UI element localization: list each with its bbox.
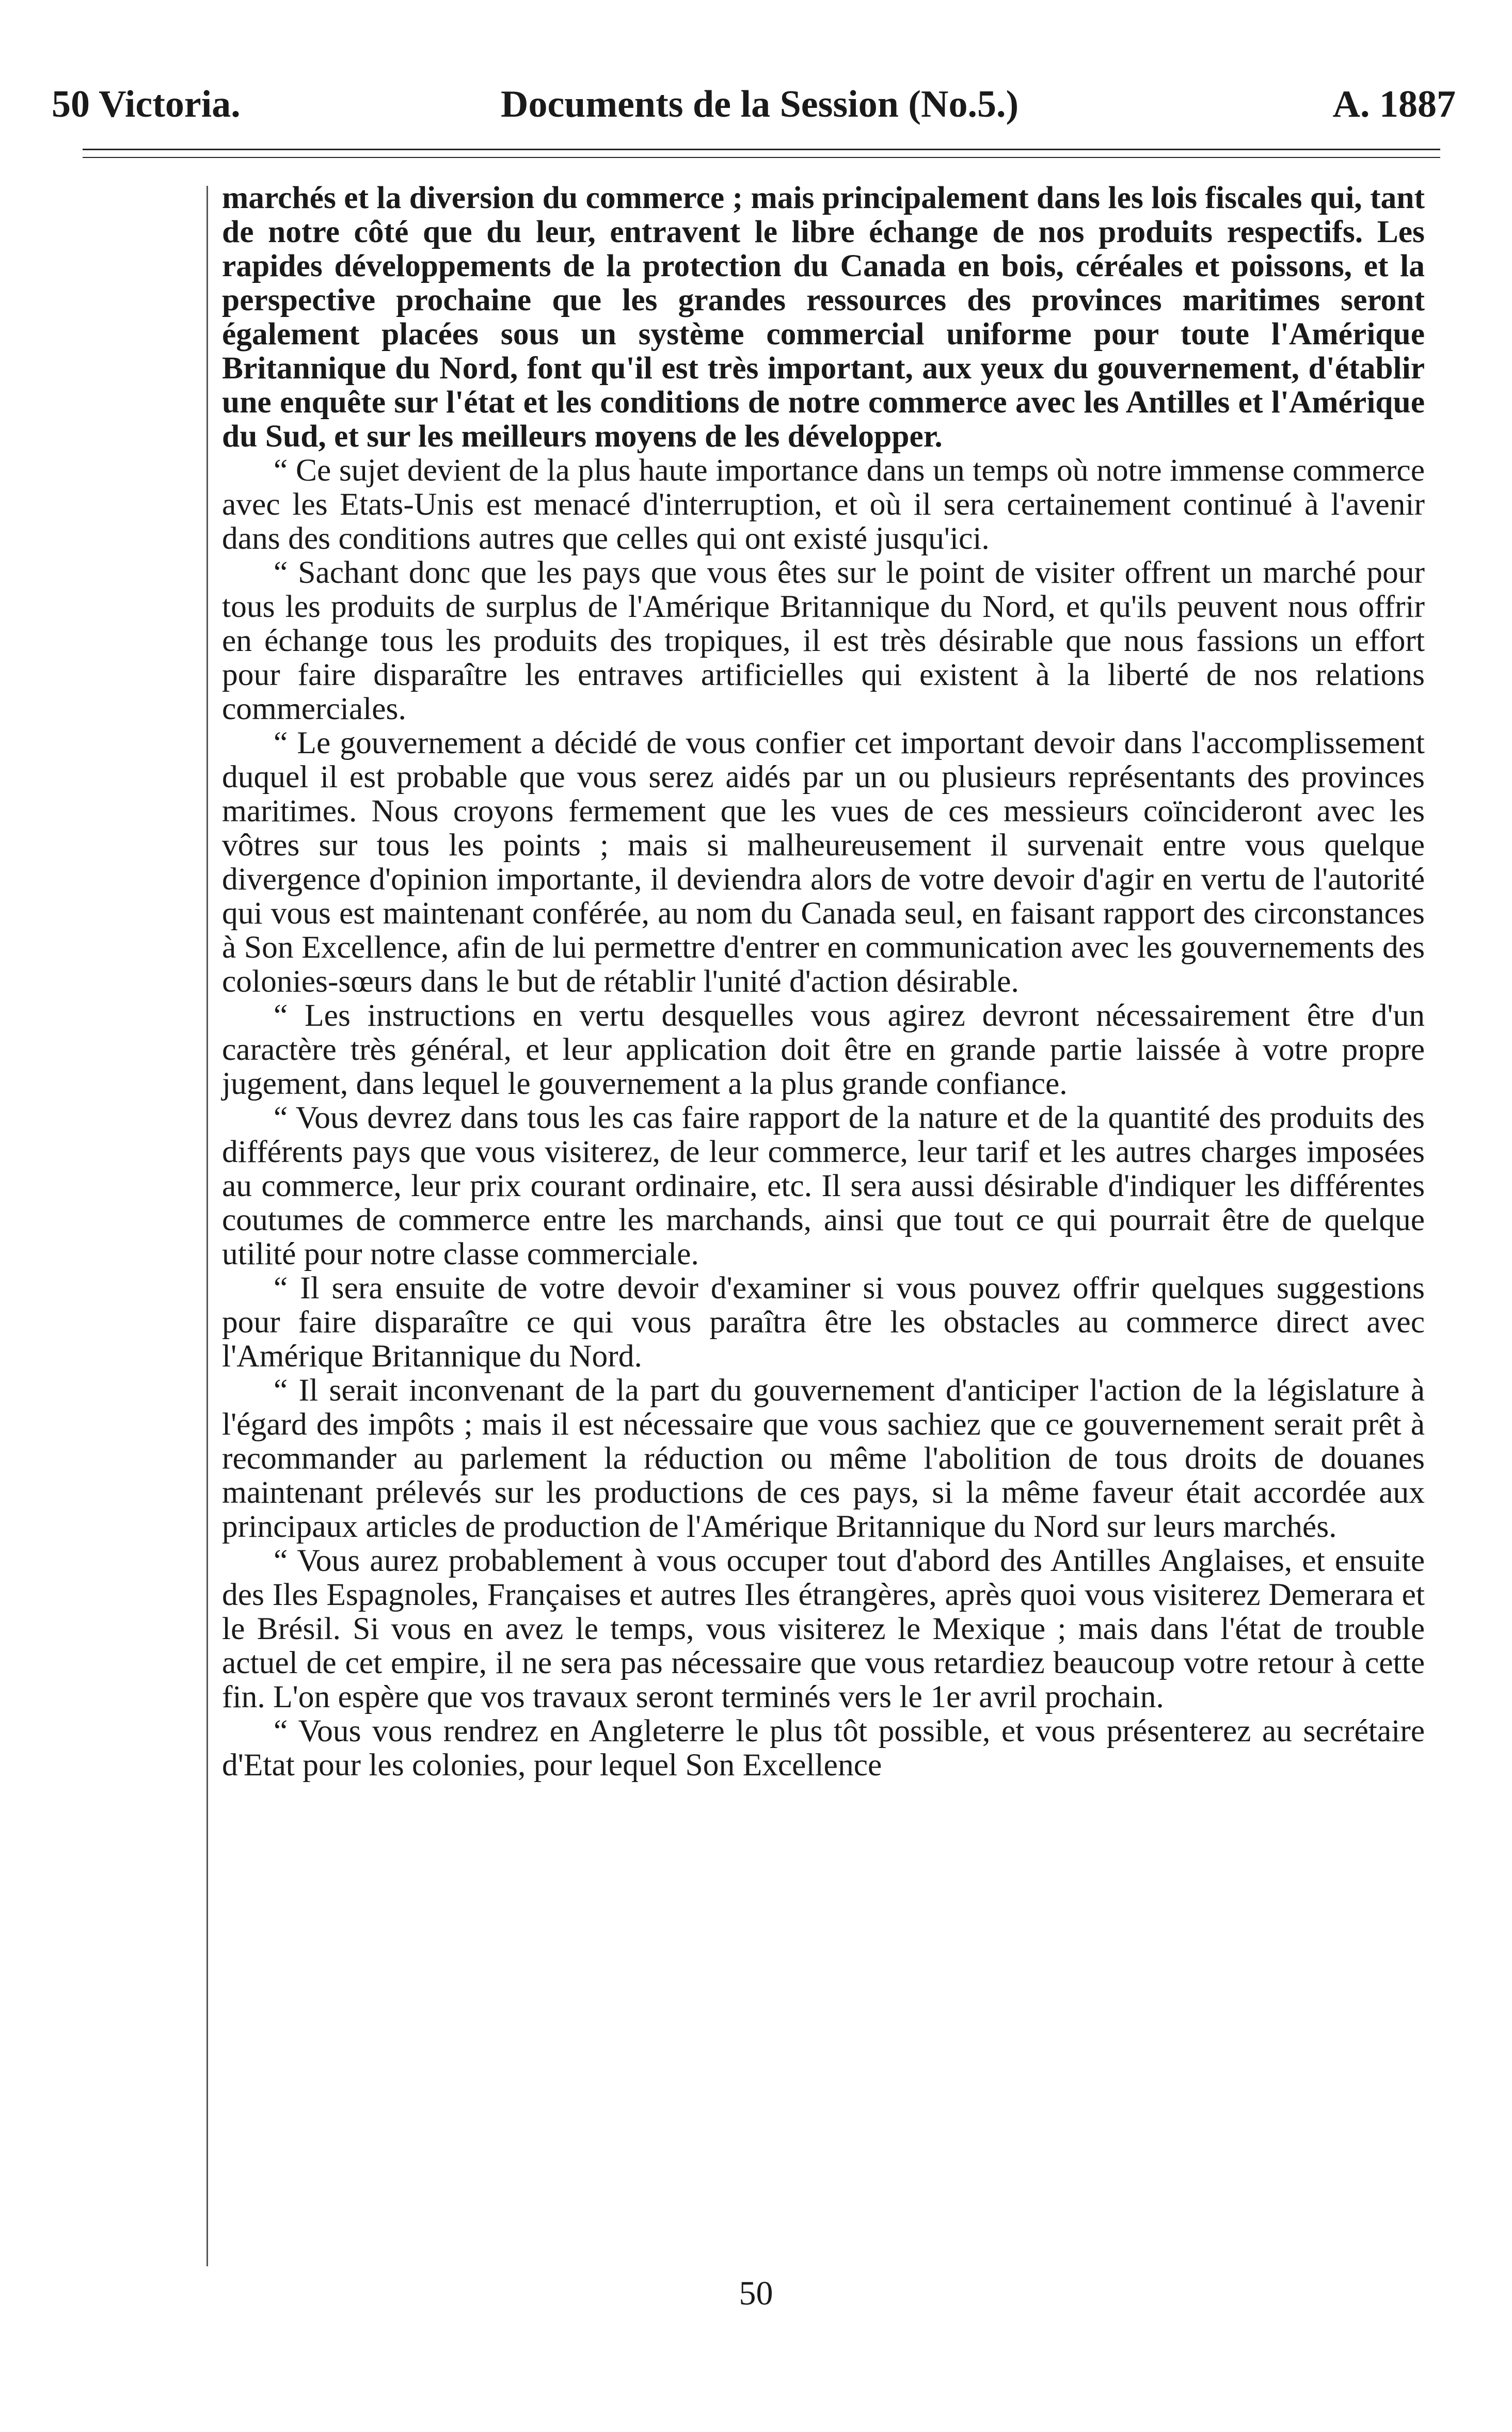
paragraph: “ Il sera ensuite de votre devoir d'examiner si vous pouvez offrir quelques suggestions pour faire disparaître ce qui vous paraîtra être les obstacles au commerce direct avec l'Amérique Britannique du Nord. bbox=[222, 1270, 1425, 1374]
paragraph: “ Les instructions en vertu desquelles vous agirez devront nécessairement être d'un caractère très général, et leur application doit être en grande partie laissée à votre propre jugement, dans lequel le gouvernement a la plus grande confiance. bbox=[222, 998, 1425, 1101]
page-number: 50 bbox=[739, 2275, 773, 2312]
header-year: A. 1887 bbox=[1332, 83, 1456, 125]
paragraph: “ Sachant donc que les pays que vous êtes sur le point de visiter offrent un marché pour tous les produits de surplus de l'Amérique Britannique du Nord, et qu'ils peuvent nous offrir en échange tous les produits des tropiques, il est très désirable que nous fassions un effort pour faire disparaître les entraves artificielles qui existent à la liberté de nos relations commerciales. bbox=[222, 555, 1425, 726]
paragraph: “ Le gouvernement a décidé de vous confier cet important devoir dans l'accomplissement duquel il est probable que vous serez aidés par un ou plusieurs représentants des provinces maritimes. Nous croyons fermement que les vues de ces messieurs coïncideront avec les vôtres sur tous les points ; mais si malheureusement il survenait entre vous quelque divergence d'opinion importante, il deviendra alors de votre devoir d'agir en vertu de l'autorité qui vous est maintenant conférée, au nom du Canada seul, en faisant rapport des circonstances à Son Excellence, afin de lui permettre d'entrer en communication avec les gouvernements des colonies-sœurs dans le but de rétablir l'unité d'action désirable. bbox=[222, 725, 1425, 999]
body-text bbox=[222, 181, 1425, 1782]
paragraph: “ Vous vous rendrez en Angleterre le plus tôt possible, et vous présenterez au secrétaire d'Etat pour les colonies, pour lequel Son Excellence bbox=[222, 1713, 1425, 1783]
paragraph: “ Vous aurez probablement à vous occuper tout d'abord des Antilles Anglaises, et ensuite des Iles Espagnoles, Françaises et autres Iles étrangères, après quoi vous visiterez Demerara et le Brésil. Si vous en avez le temps, vous visiterez le Mexique ; mais dans l'état de trouble actuel de cet empire, il ne sera pas nécessaire que vous retardiez beaucoup votre retour à cette fin. L'on espère que vos travaux seront terminés vers le 1er avril prochain. bbox=[222, 1543, 1425, 1714]
paragraph: marchés et la diversion du commerce ; mais principalement dans les lois fiscales qui, tant de notre côté que du leur, entravent le libre échange de nos produits respectifs. Les rapides développements de la protection du Canada en bois, céréales et poissons, et la perspective prochaine que les grandes ressources des provinces maritimes seront également placées sous un système commercial uniforme pour toute l'Amérique Britannique du Nord, font qu'il est très important, aux yeux du gouvernement, d'établir une enquête sur l'état et les conditions de notre commerce avec les Antilles et l'Amérique du Sud, et sur les meilleurs moyens de les développer. bbox=[222, 180, 1425, 454]
running-header bbox=[52, 83, 1456, 139]
paragraph: “ Vous devrez dans tous les cas faire rapport de la nature et de la quantité des produits des différents pays que vous visiterez, de leur commerce, leur tarif et les autres charges imposées au commerce, leur prix courant ordinaire, etc. Il sera aussi désirable d'indiquer les différentes coutumes de commerce entre les marchands, ainsi que tout ce qui pourrait être de quelque utilité pour notre classe commerciale. bbox=[222, 1100, 1425, 1271]
paragraph: “ Ce sujet devient de la plus haute importance dans un temps où notre immense commerce avec les Etats-Unis est menacé d'interruption, et où il sera certainement continué à l'avenir dans des conditions autres que celles qui ont existé jusqu'ici. bbox=[222, 453, 1425, 556]
margin-line bbox=[206, 186, 208, 2266]
paragraph: “ Il serait inconvenant de la part du gouvernement d'anticiper l'action de la législature à l'égard des impôts ; mais il est nécessaire que vous sachiez que ce gouvernement serait prêt à recommander au parlement la réduction ou même l'abolition de tous droits de douanes maintenant prélevés sur les productions de ces pays, si la même faveur était accordée aux principaux articles de production de l'Amérique Britannique du Nord sur leurs marchés. bbox=[222, 1373, 1425, 1544]
header-volume: 50 Victoria. bbox=[52, 83, 241, 125]
header-rule-thin bbox=[83, 157, 1440, 158]
header-title: Documents de la Session (No.5.) bbox=[501, 83, 1019, 125]
header-rule bbox=[83, 149, 1440, 150]
